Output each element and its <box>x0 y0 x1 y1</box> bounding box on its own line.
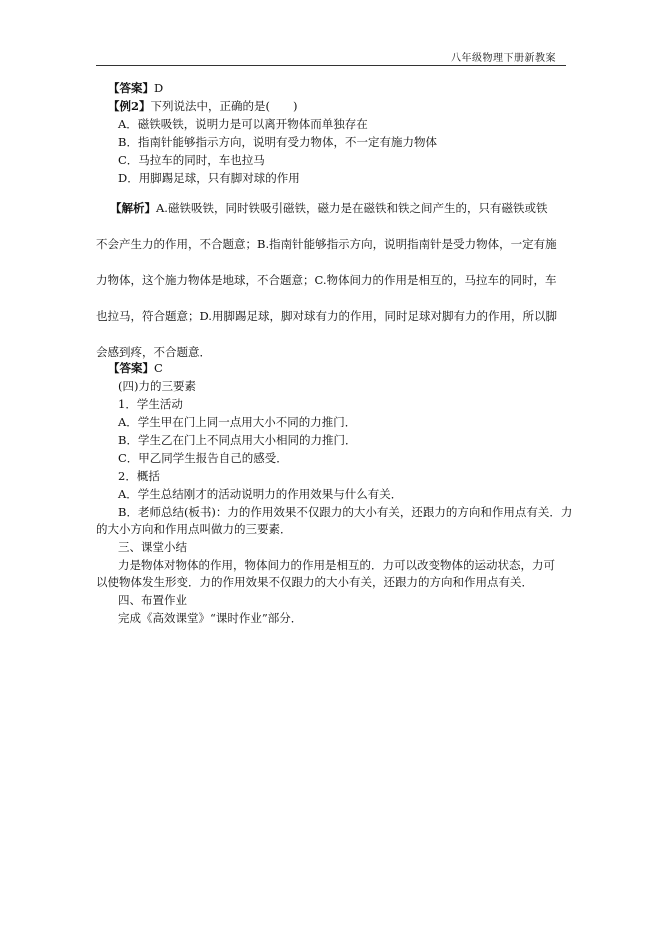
section-title: (四)力的三要素 <box>118 379 196 393</box>
summary-title: 2．概括 <box>118 469 160 483</box>
analysis-line-2: 不会产生力的作用，不合题意；B.指南针能够指示方向，说明指南针是受力物体，一定有施 <box>96 237 557 251</box>
answer-line-2 <box>108 360 163 376</box>
review-title: 三、课堂小结 <box>118 540 187 554</box>
analysis-line-3: 力物体，这个施力物体是地球，不合题意；C.物体间力的作用是相互的，马拉车的同时，车 <box>96 273 557 287</box>
analysis-line-5: 会感到疼，不合题意． <box>96 345 211 359</box>
summary-b-line-2: 的大小方向和作用点叫做力的三要素． <box>96 522 292 536</box>
option-c: C．马拉车的同时，车也拉马 <box>118 153 265 167</box>
homework-text: 完成《高效课堂》“课时作业”部分． <box>118 611 303 625</box>
review-line-1: 力是物体对物体的作用，物体间力的作用是相互的．力可以改变物体的运动状态，力可 <box>118 558 555 572</box>
answer-label: 【答案】 <box>108 361 154 375</box>
summary-a: A．学生总结刚才的活动说明力的作用效果与什么有关． <box>118 487 403 501</box>
page-header <box>96 47 566 66</box>
answer-label: 【答案】 <box>108 81 154 95</box>
option-d: D．用脚踢足球，只有脚对球的作用 <box>118 171 300 185</box>
example-prompt <box>108 98 298 114</box>
answer-line-1 <box>108 80 163 96</box>
activity-title: 1．学生活动 <box>118 397 183 411</box>
analysis-paragraph <box>96 190 576 370</box>
activity-b: B．学生乙在门上不同点用大小相同的力推门． <box>118 433 357 447</box>
option-b: B．指南针能够指示方向，说明有受力物体，不一定有施力物体 <box>118 135 437 149</box>
analysis-line-4: 也拉马，符合题意；D.用脚踢足球，脚对球有力的作用，同时足球对脚有力的作用，所以脚 <box>96 309 557 323</box>
analysis-line-1: 【解析】A.磁铁吸铁，同时铁吸引磁铁，磁力是在磁铁和铁之间产生的，只有磁铁或铁 <box>110 201 548 215</box>
option-a: A．磁铁吸铁，说明力是可以离开物体而单独存在 <box>118 117 368 131</box>
answer-value: C <box>154 361 163 375</box>
example-question: 下列说法中，正确的是( ) <box>150 99 298 113</box>
answer-value: D <box>154 81 164 95</box>
activity-a: A．学生甲在门上同一点用大小不同的力推门． <box>118 415 357 429</box>
homework-title: 四、布置作业 <box>118 593 187 607</box>
review-line-2: 以使物体发生形变．力的作用效果不仅跟力的大小有关，还跟力的方向和作用点有关． <box>96 575 533 589</box>
header-title: 八年级物理下册新教案 <box>451 53 556 64</box>
example-label: 【例2】 <box>108 99 151 113</box>
summary-b-line-1: B．老师总结(板书)：力的作用效果不仅跟力的大小有关，还跟力的方向和作用点有关．力 <box>118 505 573 519</box>
activity-c: C．甲乙同学生报告自己的感受． <box>118 451 288 465</box>
analysis-label: 【解析】 <box>110 201 156 215</box>
